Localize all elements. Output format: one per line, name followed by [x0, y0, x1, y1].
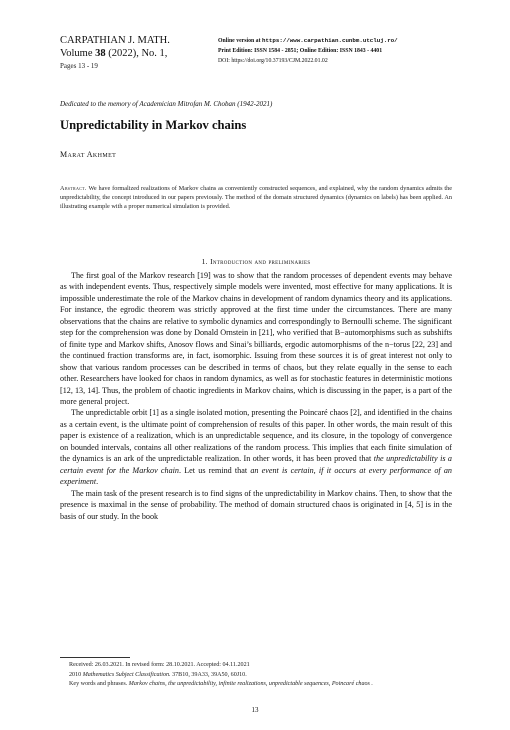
volume-prefix: Volume — [60, 48, 96, 59]
paragraph-3: The main task of the present research is to find signs of the unpredictability in Markov chains. Then, to show that the presence is maximal in the sense of probability. The method of domain structured chaos is originated in [4, 5] is in the basis of our study. In the book — [60, 488, 452, 521]
p2-italic-b: the unpredictability is a certain event for the Markov chain — [60, 454, 452, 475]
paragraph-1: The first goal of the Markov research [19] was to show that the random processes of dependent events may behave as with independent events. Thus, respectively simple models were invented, most effective for many applications. It is impossible underestimate the role of the Markov chains in development of random dynamics theory and its applications. For instance, the egrodic theorem was strictly approved at the first time under the circumstances. There are many observations that the chains are relative to symbolic dynamics and correspondingly to Bernoulli scheme. The significant step for the comprehension was done by Donald Ornstein in [21], who verified that B−automorphisms such as subshifts of finite type and Markov shifts, Anosov flows and Sinai’s billiards, ergodic automorphisms of the n−torus [22, 23] and the continued fraction transforms are, in fact, isomorphic. Issuing from these sources it is of great interest not only to show that various random processes can be described in terms of chaos, but they relate equally in the sense to each other. Researchers have looked for chaos in random dynamics, as well as for stochastic features in deterministic motions [12, 13, 14]. Thus, the problem of chaotic ingredients in Markov chains, which is discussing in the paper, is a part of the more general project. — [60, 271, 452, 406]
online-url-link[interactable]: https://www.carpathian.cunbm.utcluj.ro/ — [261, 37, 398, 44]
dedication: Dedicated to the memory of Academician Mitrofan M. Choban (1942-2021) — [60, 100, 273, 108]
section-heading: 1. Introduction and preliminaries — [201, 257, 311, 266]
paragraph-2 — [60, 407, 452, 487]
msc-label: Mathematics Subject Classification. — [82, 671, 171, 678]
p2-text-a: The unpredictable orbit [1] as a single isolated motion, presenting the Poincaré chaos [2], and identified in the chains as a certain event, is the ultimate point of comprehension of results of this paper. In other words, the main result of this paper is existence of a realization, which is an unpredictable sequence, and its closure, in the topology of convergence on bounded intervals, contains all other realizations of the random process. This implies that each finite simulation of the dynamics is an ark of the unpredictable realization. In other words, it has been proved that — [60, 408, 452, 464]
journal-volume — [60, 47, 210, 60]
msc-classification — [60, 671, 452, 681]
msc-codes: 37B10, 39A33, 39A50, 60J10. — [170, 671, 247, 678]
volume-number: 38 — [95, 48, 106, 59]
online-label: Online version at — [218, 38, 262, 44]
footnote-rule — [60, 657, 130, 658]
keywords-text: Markov chains, the unpredictability, infinite realizations, unpredictable sequences, Poincaré chaos . — [127, 681, 373, 687]
msc-year: 2010 — [69, 671, 83, 678]
journal-name: CARPATHIAN J. MATH. — [60, 35, 170, 46]
p2-italic-d: an event is certain, if it occurs at every performance of an experiment — [60, 465, 452, 487]
online-version — [218, 36, 478, 46]
keywords — [60, 680, 452, 690]
body-text — [60, 270, 452, 522]
received-dates: Received: 26.03.2021. In revised form: 28.10.2021. Accepted: 04.11.2021 — [69, 662, 250, 668]
abstract — [60, 184, 452, 212]
page-range: Pages 13 - 19 — [60, 62, 98, 70]
publication-info — [218, 36, 478, 66]
page-number: 13 — [251, 706, 259, 714]
keywords-label: Key words and phrases. — [69, 681, 128, 687]
footnotes — [60, 661, 452, 690]
abstract-text: We have formalized realizations of Markov chains as conveniently constructed sequences, and explained, why the random dynamics admits the unpredictability, the concept introduced in our papers previously. The method of the domain structured dynamics (dynamics on labels) has been applied. An illustrating example with a proper numerical simulation is provided. — [60, 185, 452, 211]
issn-line: Print Edition: ISSN 1584 - 2851; Online Edition: ISSN 1843 - 4401 — [218, 48, 383, 54]
paper-title: Unpredictability in Markov chains — [60, 118, 247, 132]
p2-text-e: . — [96, 477, 99, 487]
author-name: Marat Akhmet — [60, 150, 117, 159]
p2-text-c: . Let us remind that — [178, 465, 251, 475]
volume-rest: (2022), No. 1, — [105, 48, 168, 59]
journal-header — [60, 34, 210, 71]
abstract-label: Abstract. — [60, 185, 87, 192]
doi-link[interactable]: DOI: https://doi.org/10.37193/CJM.2022.01.02 — [218, 58, 328, 64]
